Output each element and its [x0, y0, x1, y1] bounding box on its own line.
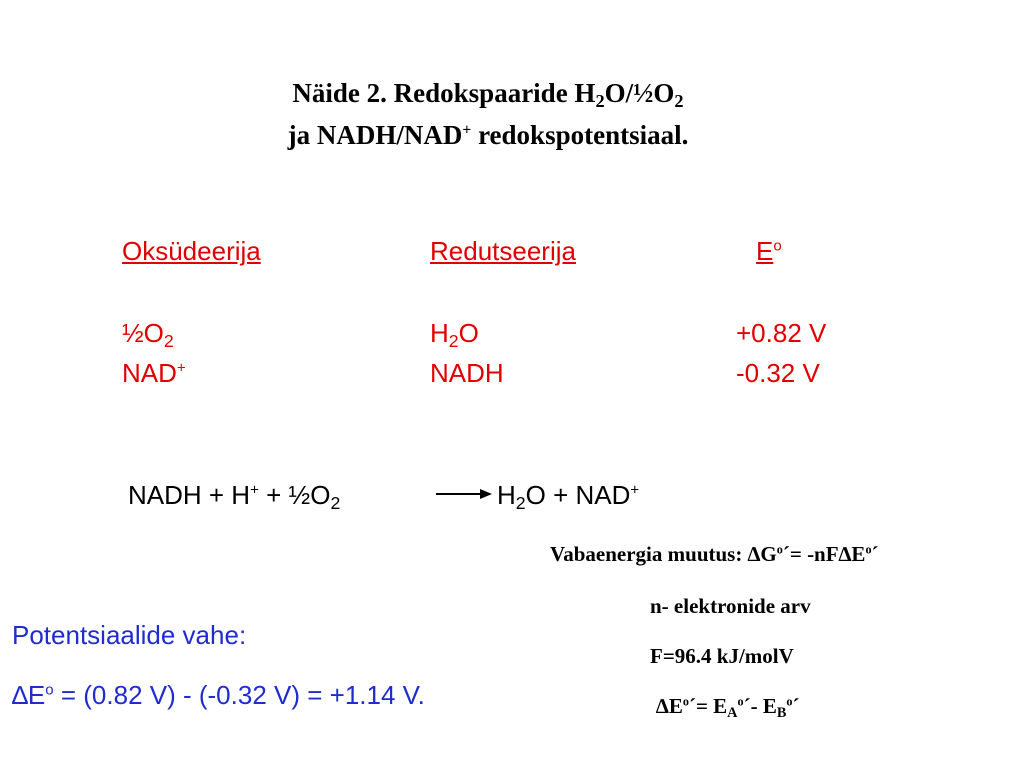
potential-difference-formula: $\Delta E^o´=$ $E_A^o´-$ $E_B^o´$: [656, 694, 800, 721]
row-2-reducer: NADH: [430, 358, 504, 388]
header-reducer: Redutseerija: [430, 236, 576, 266]
row-2-potential: -0.32 V: [736, 358, 820, 388]
reaction-reactants: NADH + $H^+ + \frac{1}{2}O_2$: [128, 480, 341, 513]
row-1-oxidizer: $\frac{1}{2}O_2$: [122, 318, 174, 351]
header-potential: $E^o$: [756, 236, 782, 266]
header-oxidizer: Oksüdeerija: [122, 236, 261, 266]
potential-difference-calculation: $\Delta E^o = (0.82$ V) - (-0.32 V) = +1.14 V.: [12, 680, 425, 710]
row-1-potential: +0.82 V: [736, 318, 827, 348]
slide-title-line-1: Näide 2. Redokspaaride $H_2O/\frac{1}{2}O_2$: [292, 78, 684, 112]
faraday-constant-note: F=96.4 kJ/molV: [650, 644, 794, 668]
row-2-oxidizer: NAD+: [122, 358, 186, 388]
row-1-reducer: $H_2O$: [430, 318, 479, 351]
potential-difference-label: Potentsiaalide vahe:: [12, 620, 247, 650]
reaction-products: $H_2O + NAD^+$: [497, 480, 640, 513]
free-energy-formula: Vabaenergia muutus: $\Delta G^o´=$ $-nF\Delta E^o´$: [550, 542, 879, 566]
electron-count-note: n- elektronide arv: [650, 594, 811, 618]
reaction-arrow-icon: [436, 484, 494, 504]
slide-title-line-2: ja NADH/NAD+ redokspotentsiaal.: [287, 120, 689, 150]
